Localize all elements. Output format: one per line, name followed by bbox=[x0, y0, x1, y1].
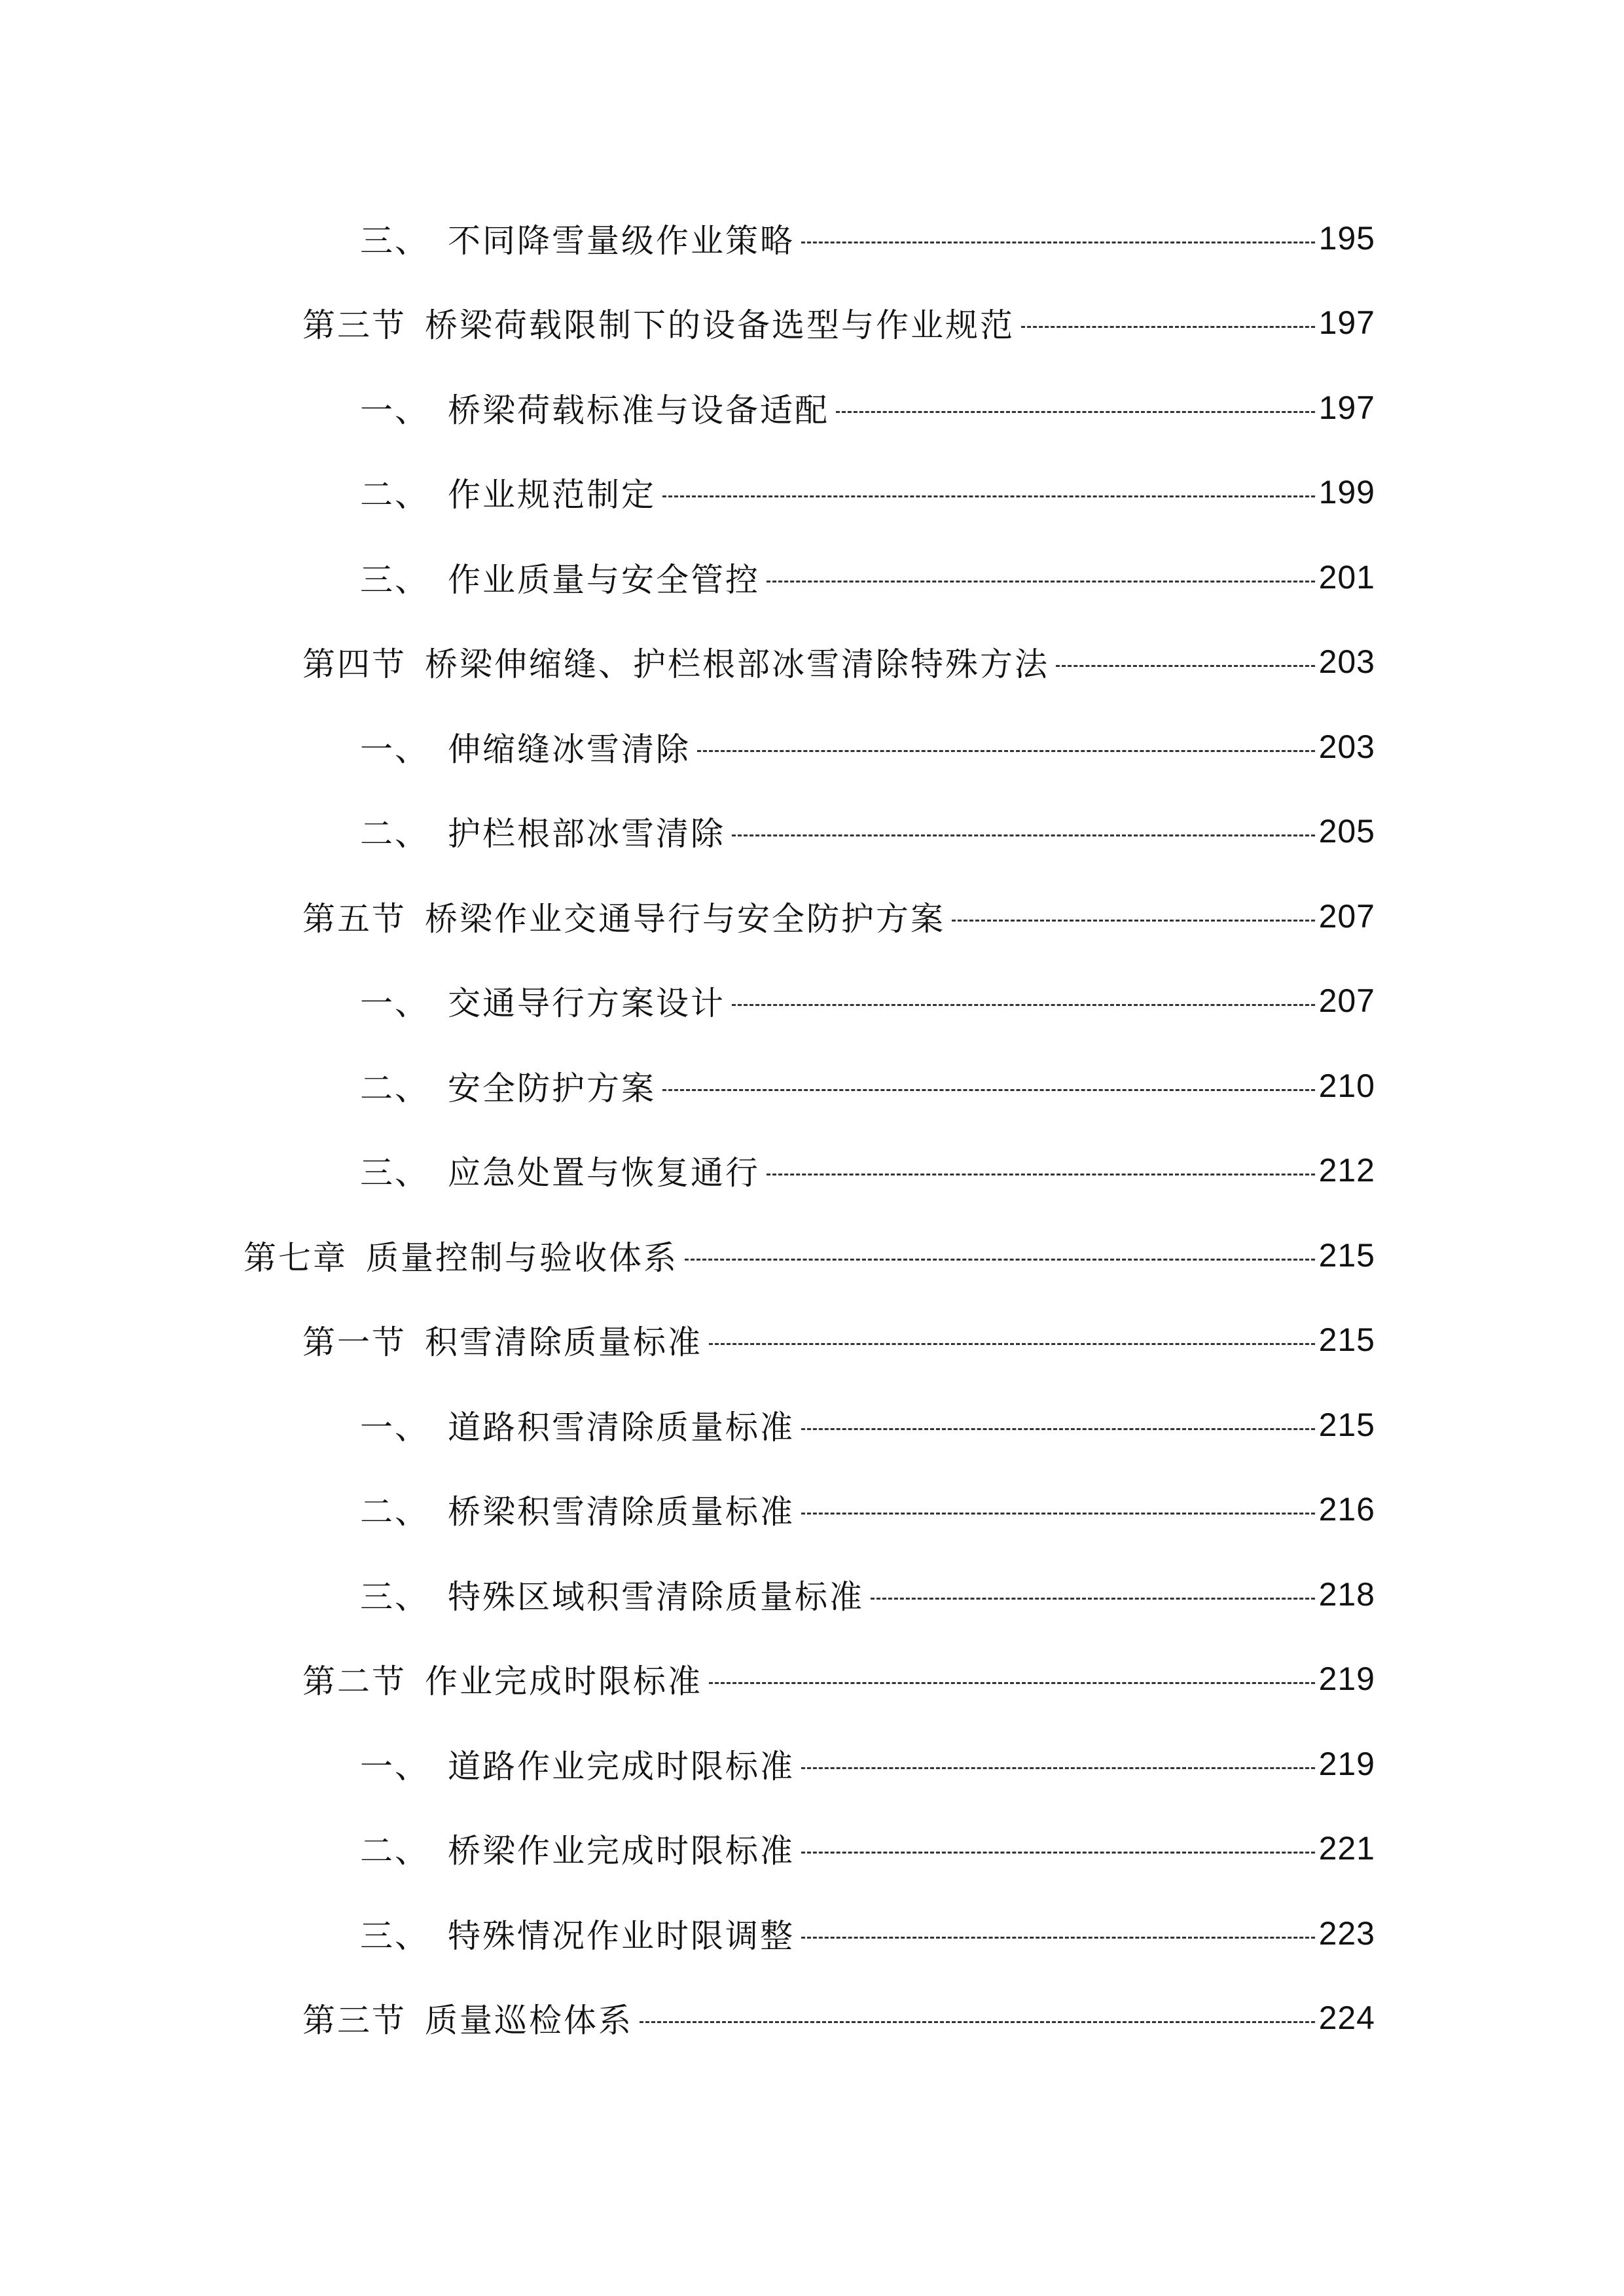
toc-page-number: 215 bbox=[1318, 1407, 1375, 1443]
toc-page-number: 195 bbox=[1318, 220, 1375, 257]
toc-entry-label: 第四节 bbox=[302, 645, 406, 683]
toc-entry-label: 三、 bbox=[360, 1154, 429, 1192]
toc-entry-title: 作业质量与安全管控 bbox=[448, 561, 760, 599]
toc-leader-dashes bbox=[1056, 665, 1315, 667]
toc-entry-title: 积雪清除质量标准 bbox=[425, 1323, 702, 1361]
toc-leader-dashes bbox=[662, 495, 1315, 497]
toc-leader-dashes bbox=[767, 1174, 1315, 1175]
toc-entry-title: 质量巡检体系 bbox=[425, 2001, 633, 2039]
toc-entry-subsection[interactable] bbox=[360, 975, 1375, 1027]
toc-entry-subsection[interactable] bbox=[360, 1568, 1375, 1621]
toc-entry-title: 桥梁荷载标准与设备适配 bbox=[448, 391, 829, 429]
toc-entry-title: 作业完成时限标准 bbox=[425, 1662, 702, 1700]
toc-entry-section[interactable] bbox=[302, 1992, 1375, 2044]
toc-entry-title: 桥梁作业交通导行与安全防护方案 bbox=[425, 900, 945, 938]
toc-entry-subsection[interactable] bbox=[360, 1822, 1375, 1874]
toc-page-number: 197 bbox=[1318, 389, 1375, 426]
toc-entry-label: 第五节 bbox=[302, 900, 406, 938]
toc-entry-title: 交通导行方案设计 bbox=[448, 984, 725, 1022]
toc-entry-label: 二、 bbox=[360, 476, 429, 514]
toc-leader-dashes bbox=[801, 242, 1315, 243]
toc-page-number: 207 bbox=[1318, 982, 1375, 1019]
toc-entry-title: 特殊情况作业时限调整 bbox=[448, 1917, 795, 1955]
toc-entry-label: 一、 bbox=[360, 984, 429, 1022]
toc-entry-label: 第二节 bbox=[302, 1662, 406, 1700]
toc-entry-subsection[interactable] bbox=[360, 1060, 1375, 1112]
toc-entry-title: 道路作业完成时限标准 bbox=[448, 1748, 795, 1785]
toc-entry-label: 三、 bbox=[360, 1578, 429, 1616]
toc-leader-dashes bbox=[732, 1004, 1315, 1006]
toc-leader-dashes bbox=[709, 1682, 1315, 1684]
toc-page-number: 218 bbox=[1318, 1576, 1375, 1613]
toc-entry-label: 第七章 bbox=[244, 1239, 348, 1277]
toc-page-number: 210 bbox=[1318, 1067, 1375, 1104]
toc-entry-title: 桥梁作业完成时限标准 bbox=[448, 1832, 795, 1870]
toc-entry-subsection[interactable] bbox=[360, 212, 1375, 264]
toc-entry-title: 安全防护方案 bbox=[448, 1069, 656, 1107]
toc-entry-chapter[interactable] bbox=[244, 1229, 1375, 1282]
toc-entry-subsection[interactable] bbox=[360, 466, 1375, 518]
toc-entry-subsection[interactable] bbox=[360, 1483, 1375, 1535]
toc-entry-title: 应急处置与恢复通行 bbox=[448, 1154, 760, 1192]
toc-page-number: 199 bbox=[1318, 474, 1375, 511]
toc-entry-section[interactable] bbox=[302, 1653, 1375, 1705]
toc-leader-dashes bbox=[836, 411, 1315, 413]
toc-entry-subsection[interactable] bbox=[360, 1907, 1375, 1960]
toc-entry-label: 第三节 bbox=[302, 2001, 406, 2039]
toc-entry-section[interactable] bbox=[302, 296, 1375, 349]
toc-entry-label: 一、 bbox=[360, 1408, 429, 1446]
toc-page-number: 219 bbox=[1318, 1660, 1375, 1697]
toc-page-number: 216 bbox=[1318, 1491, 1375, 1528]
toc-leader-dashes bbox=[801, 1937, 1315, 1939]
toc-page-number: 215 bbox=[1318, 1321, 1375, 1358]
toc-entry-title: 作业规范制定 bbox=[448, 476, 656, 514]
toc-entry-subsection[interactable] bbox=[360, 1144, 1375, 1196]
toc-leader-dashes bbox=[801, 1428, 1315, 1430]
toc-entry-label: 二、 bbox=[360, 1069, 429, 1107]
toc-leader-dashes bbox=[801, 1852, 1315, 1854]
toc-entry-label: 二、 bbox=[360, 1832, 429, 1870]
toc-entry-title: 桥梁荷载限制下的设备选型与作业规范 bbox=[425, 306, 1015, 344]
toc-entry-subsection[interactable] bbox=[360, 382, 1375, 434]
toc-leader-dashes bbox=[767, 581, 1315, 583]
toc-leader-dashes bbox=[685, 1259, 1315, 1261]
toc-page-number: 207 bbox=[1318, 898, 1375, 935]
toc-page-number: 212 bbox=[1318, 1152, 1375, 1189]
toc-page-number: 223 bbox=[1318, 1915, 1375, 1952]
toc-page-number: 205 bbox=[1318, 813, 1375, 850]
toc-entry-label: 三、 bbox=[360, 1917, 429, 1955]
toc-page-number: 224 bbox=[1318, 2000, 1375, 2036]
toc-page-number: 201 bbox=[1318, 559, 1375, 596]
toc-leader-dashes bbox=[1021, 326, 1315, 328]
toc-leader-dashes bbox=[662, 1089, 1315, 1091]
toc-leader-dashes bbox=[801, 1513, 1315, 1515]
toc-entry-section[interactable] bbox=[302, 890, 1375, 942]
toc-leader-dashes bbox=[709, 1343, 1315, 1345]
toc-leader-dashes bbox=[697, 750, 1315, 752]
toc-page-number: 197 bbox=[1318, 304, 1375, 341]
toc-page-number: 215 bbox=[1318, 1237, 1375, 1274]
toc-entry-title: 伸缩缝冰雪清除 bbox=[448, 730, 691, 768]
toc-entry-section[interactable] bbox=[302, 636, 1375, 688]
toc-leader-dashes bbox=[801, 1767, 1315, 1769]
toc-entry-label: 二、 bbox=[360, 1493, 429, 1531]
toc-entry-label: 三、 bbox=[360, 561, 429, 599]
toc-page-number: 203 bbox=[1318, 728, 1375, 765]
toc-entry-label: 二、 bbox=[360, 815, 429, 853]
toc-entry-subsection[interactable] bbox=[360, 1738, 1375, 1790]
toc-entry-subsection[interactable] bbox=[360, 721, 1375, 773]
toc-entry-label: 一、 bbox=[360, 730, 429, 768]
toc-entry-subsection[interactable] bbox=[360, 551, 1375, 603]
toc-entry-title: 质量控制与验收体系 bbox=[366, 1239, 678, 1277]
toc-entry-label: 一、 bbox=[360, 1748, 429, 1785]
toc-entry-subsection[interactable] bbox=[360, 1399, 1375, 1451]
toc-entry-title: 桥梁伸缩缝、护栏根部冰雪清除特殊方法 bbox=[425, 645, 1049, 683]
toc-entry-label: 第一节 bbox=[302, 1323, 406, 1361]
toc-page-number: 219 bbox=[1318, 1746, 1375, 1782]
toc-entry-title: 道路积雪清除质量标准 bbox=[448, 1408, 795, 1446]
toc-leader-dashes bbox=[952, 920, 1315, 922]
toc-leader-dashes bbox=[732, 834, 1315, 836]
toc-leader-dashes bbox=[640, 2021, 1315, 2023]
toc-entry-title: 桥梁积雪清除质量标准 bbox=[448, 1493, 795, 1531]
toc-entry-subsection[interactable] bbox=[360, 805, 1375, 857]
toc-entry-label: 一、 bbox=[360, 391, 429, 429]
toc-entry-title: 不同降雪量级作业策略 bbox=[448, 222, 795, 260]
toc-entry-label: 第三节 bbox=[302, 306, 406, 344]
toc-entry-label: 三、 bbox=[360, 222, 429, 260]
toc-entry-section[interactable] bbox=[302, 1314, 1375, 1366]
toc-page-number: 221 bbox=[1318, 1830, 1375, 1867]
toc-entry-title: 护栏根部冰雪清除 bbox=[448, 815, 725, 853]
toc-leader-dashes bbox=[871, 1598, 1315, 1600]
toc-entry-title: 特殊区域积雪清除质量标准 bbox=[448, 1578, 864, 1616]
toc-page-number: 203 bbox=[1318, 643, 1375, 680]
